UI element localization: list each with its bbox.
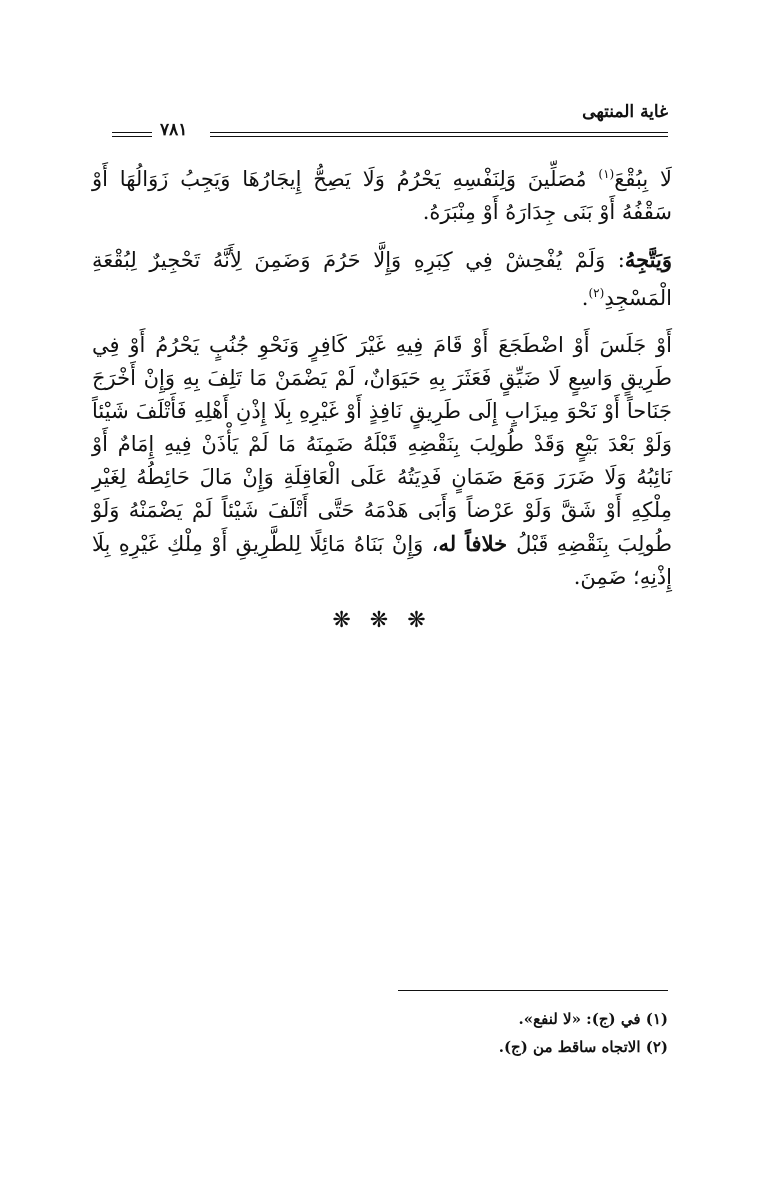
paragraph-3 — [92, 329, 672, 594]
page-number: ٧٨١ — [160, 120, 188, 140]
paragraph-3-text: أَوْ جَلَسَ أَوْ اضْطَجَعَ أَوْ قَامَ فِيهِ غَيْرَ كَافِرٍ وَنَحْوِ جُنُبٍ يَحْرُمُ أَوْ فِي طَرِيقٍ وَاسِعٍ لَا ضَيِّقٍ فَعَثَرَ بِهِ حَيَوَانٌ، لَمْ يَضْمَنْ مَا تَلِفَ بِهِ وَإِنْ أَخْرَجَ جَنَاحاً أَوْ نَحْوَ مِيزَابٍ إِلَى طَرِيقٍ نَافِذٍ أَوْ غَيْرِهِ بِلَا إِذْنِ أَهْلِهِ فَأَتْلَفَ شَيْئاً وَلَوْ بَعْدَ بَيْعٍ وَقَدْ طُولِبَ بِنَقْضِهِ قَبْلَهُ ضَمِنَهُ مَا لَمْ يَأْذَنْ فِيهِ إِمَامٌ أَوْ نَائِبُهُ وَلَا ضَرَرَ وَمَعَ ضَمَانٍ فَدِيَتُهُ عَلَى الْعَاقِلَةِ وَإِنْ مَالَ حَائِطُهُ لِغَيْرِ مِلْكِهِ أَوْ شَقَّ وَلَوْ عَرْضاً وَأَبَى هَدْمَهُ حَتَّى أَتْلَفَ شَيْئاً لَمْ يَضْمَنْهُ وَلَوْ طُولِبَ بِنَقْضِهِ قَبْلُ — [92, 333, 672, 556]
footnote-rule — [398, 990, 668, 991]
main-text — [92, 158, 672, 637]
paragraph-1 — [92, 158, 672, 229]
footnote-1: (١) في (ج): «لا لنفع». — [518, 1010, 668, 1028]
header-title: غاية المنتهى — [582, 102, 668, 122]
footnote-ref-2: (٢) — [588, 286, 605, 300]
paragraph-2-end: . — [581, 286, 589, 310]
footnote-2: (٢) الاتجاه ساقط من (ج). — [498, 1038, 668, 1056]
footnotes — [392, 1005, 668, 1061]
ittijah-lead: وَيَتَّجِهُ — [624, 247, 672, 272]
paragraph-2 — [92, 243, 672, 315]
footnote-ref-1: (١) — [598, 167, 615, 181]
header-rule — [210, 132, 668, 133]
section-separator: ❋ ❋ ❋ — [332, 608, 432, 633]
paragraph-3-end: ، وَإِنْ بَنَاهُ مَائِلًا لِلطَّرِيقِ أَوْ مِلْكِ غَيْرِهِ بِلَا إِذْنِهِ؛ ضَمِنَ. — [92, 532, 672, 589]
paragraph-2-text: : وَلَمْ يُفْحِشْ فِي كِبَرِهِ وَإِلَّا حَرُمَ وَضَمِنَ لِأَنَّهُ تَحْجِيرٌ لِبُقْعَةِ الْمَسْجِدِ — [92, 248, 672, 310]
paragraph-1-text-b: مُصَلِّينَ وَلِنَفْسِهِ يَحْرُمُ وَلَا يَصِحُّ إِيجَارُهَا وَيَجِبُ زَوَالُهَا أَوْ سَقْفُهُ أَوْ بَنَى جِدَارَهُ أَوْ مِنْبَرَهُ. — [92, 167, 672, 224]
paragraph-1-text-a: لَا بِبُقْعَ — [614, 167, 672, 191]
running-header — [112, 102, 668, 140]
header-rule-short — [112, 132, 152, 133]
paragraph-3-bold: خلافاً له — [438, 531, 517, 556]
